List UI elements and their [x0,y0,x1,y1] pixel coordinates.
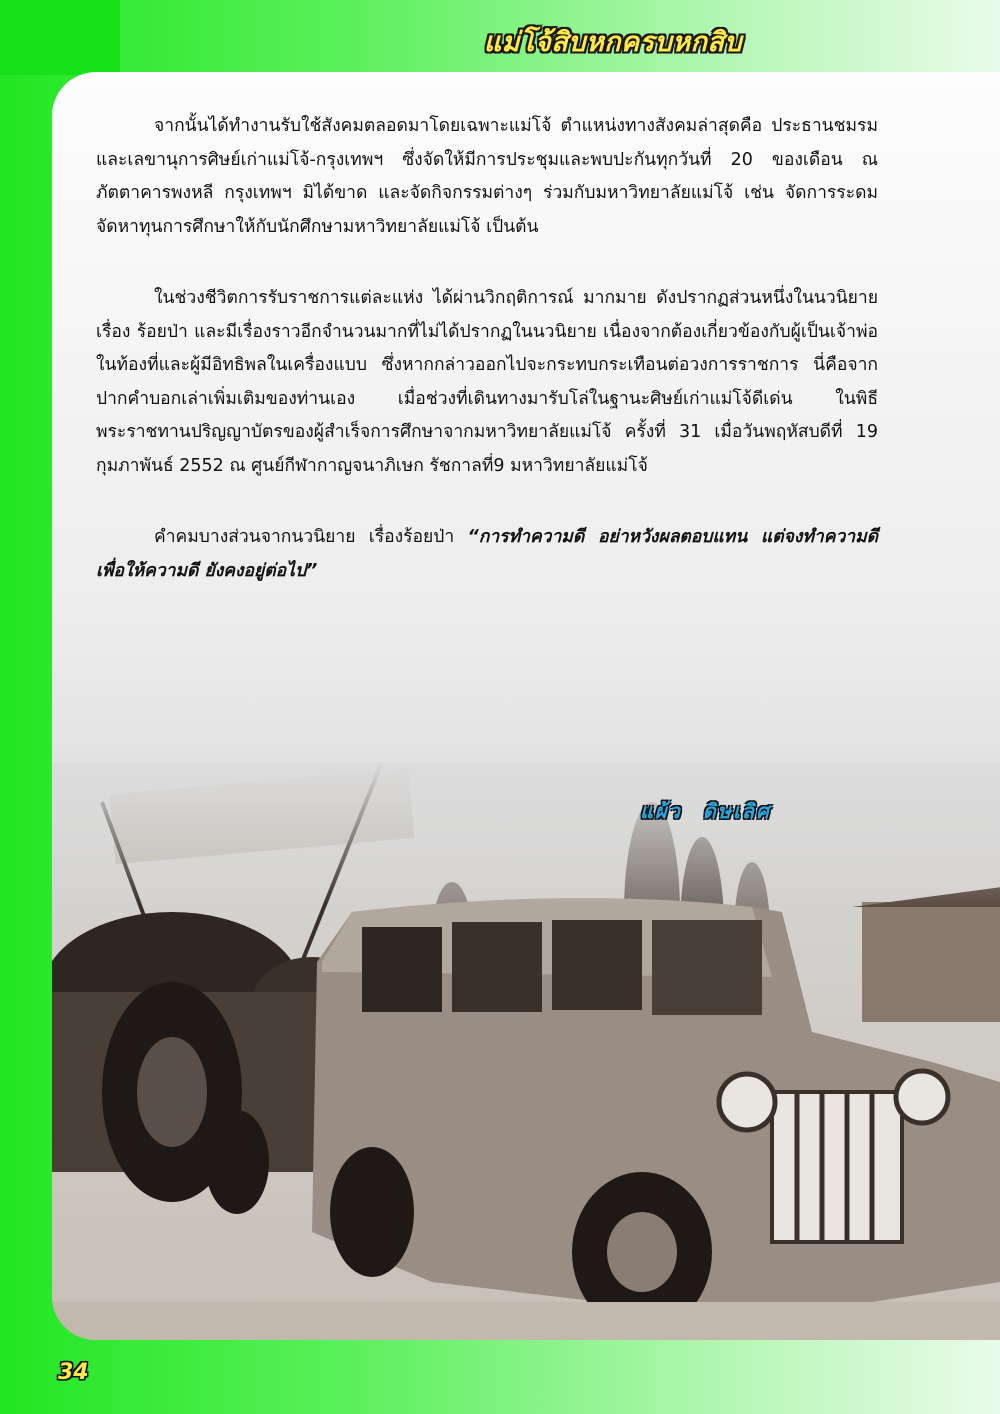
quote-paragraph [96,521,878,588]
vintage-jeep-photo [52,762,1000,1340]
article-paragraph-1: จากนั้นได้ทำงานรับใช้สังคมตลอดมาโดยเฉพาะแม่โจ้ ตำแหน่งทางสังคมล่าสุดคือ ประธานชมรมและเลขานุการศิษย์เก่าแม่โจ้-กรุงเทพฯ ซึ่งจัดให้มีการประชุมและพบปะกันทุกวันที่ 20 ของเดือน ณ ภัตตาคารพงหลี กรุงเทพฯ มิได้ขาด และจัดกิจกรรมต่างๆ ร่วมกับมหาวิทยาลัยแม่โจ้ เช่น จัดการระดมจัดหาทุนการศึกษาให้กับนักศึกษามหาวิทยาลัยแม่โจ้ เป็นต้น [96,116,878,237]
quote-intro: คำคมบางส่วนจากนวนิยาย เรื่องร้อยป่า [154,527,455,547]
article-body [96,110,878,626]
corner-decoration [0,0,120,75]
article-paragraph-2: ในช่วงชีวิตการรับราชการแต่ละแห่ง ได้ผ่านวิกฤติการณ์ มากมาย ดังปรากฏส่วนหนึ่งในนวนิยายเรื่อง ร้อยป่า และมีเรื่องราวอีกจำนวนมากที่ไม่ได้ปรากฏในนวนิยาย เนื่องจากต้องเกี่ยวข้องกับผู้เป็นเจ้าพ่อในท้องที่และผู้มีอิทธิพลในเครื่องแบบ ซึ่งหากกล่าวออกไปจะกระทบกระเทือนต่อวงการราชการ นี่คือจากปากคำบอกเล่าเพิ่มเติมของท่านเอง เมื่อช่วงที่เดินทางมารับโล่ในฐานะศิษย์เก่าแม่โจ้ดีเด่น ในพิธีพระราชทานปริญญาบัตรของผู้สำเร็จการศึกษาจากมหาวิทยาลัยแม่โจ้ ครั้งที่ 31 เมื่อวันพฤหัสบดีที่ 19 กุมภาพันธ์ 2552 ณ ศูนย์กีฬากาญจนาภิเษก รัชกาลที่9 มหาวิทยาลัยแม่โจ้ [96,288,878,476]
page-number: 34 [58,1360,89,1385]
author-name: แผ้ว ดิษเลิศ [640,799,771,823]
page-header-title: แม่โจ้สิบหกครบหกสิบ [483,27,742,58]
quote-text: “การทำความดี อย่าหวังผลตอบแทน แต่จงทำความดี เพื่อให้ความดี ยังคงอยู่ต่อไป” [96,527,878,581]
